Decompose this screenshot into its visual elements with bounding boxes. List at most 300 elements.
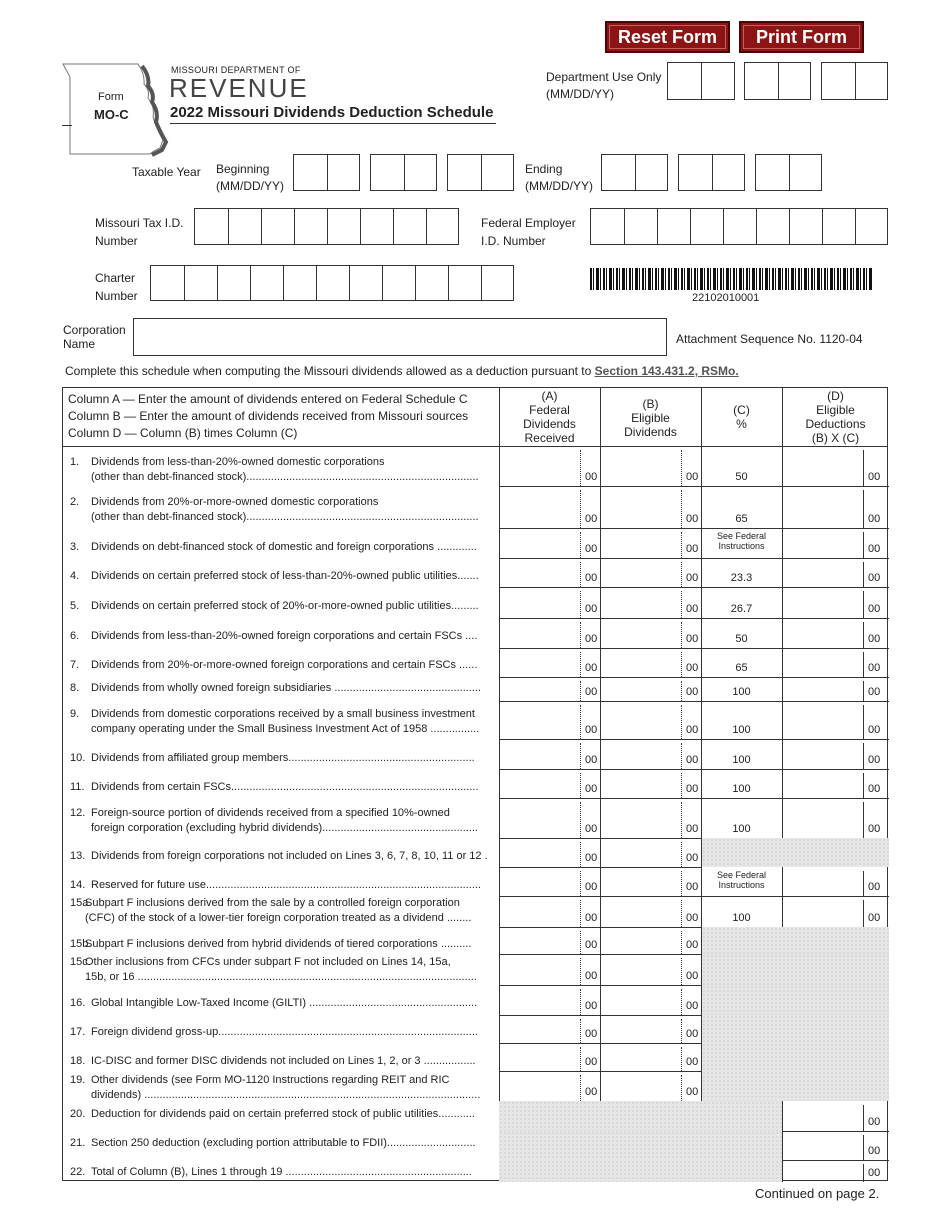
- col-divider: [580, 1019, 581, 1043]
- col-divider: [863, 773, 864, 798]
- col-d-cents: 00: [868, 471, 881, 483]
- row-number: 2.: [70, 496, 80, 508]
- col-b-cents: 00: [686, 1056, 699, 1068]
- col-d-input[interactable]: [782, 528, 863, 558]
- col-divider: [863, 490, 864, 528]
- fein-label-2: I.D. Number: [481, 234, 546, 248]
- corp-name-label: Corporation: [63, 323, 126, 337]
- col-b-input[interactable]: [600, 1043, 681, 1071]
- row-number: 14.: [70, 879, 86, 891]
- col-b-cents: 00: [686, 1086, 699, 1098]
- col-b-cents: 00: [686, 603, 699, 615]
- row-number: 11.: [70, 781, 85, 793]
- col-d-cents: 00: [868, 662, 881, 674]
- beginning-format: (MM/DD/YY): [216, 179, 284, 193]
- col-divider: [681, 743, 682, 769]
- col-divider: [863, 1105, 864, 1131]
- col-divider: [580, 652, 581, 677]
- col-divider: [681, 490, 682, 528]
- col-a-input[interactable]: [499, 528, 580, 558]
- col-a-cents: 00: [585, 724, 598, 736]
- col-divider: [580, 1047, 581, 1071]
- col-b-cents: 00: [686, 572, 699, 584]
- col-a-input[interactable]: [499, 1071, 580, 1101]
- col-b-input[interactable]: [600, 587, 681, 618]
- row-number: 4.: [70, 570, 80, 582]
- col-d-cents: 00: [868, 603, 881, 615]
- col-c-percent: 100: [732, 783, 751, 795]
- dept-use-format: (MM/DD/YY): [546, 87, 614, 101]
- col-divider: [863, 591, 864, 618]
- charter-field[interactable]: [150, 265, 514, 301]
- col-divider: [580, 450, 581, 486]
- row-number: 9.: [70, 708, 80, 720]
- shaded-area: [701, 1071, 889, 1101]
- col-divider: [863, 802, 864, 838]
- col-a-input[interactable]: [499, 618, 580, 648]
- row-text: Reserved for future use..........................................................................................: [91, 879, 482, 891]
- corp-name-field[interactable]: [133, 318, 667, 356]
- col-divider: [580, 490, 581, 528]
- col-d-cents: 00: [868, 686, 881, 698]
- col-c-percent: 26.7: [730, 603, 753, 615]
- col-divider: [863, 743, 864, 769]
- row-text: Dividends on debt-financed stock of domestic and foreign corporations .............: [91, 541, 477, 553]
- row-number: 22.: [70, 1166, 86, 1178]
- row-text: Section 250 deduction (excluding portion attributable to FDII).............................: [91, 1137, 476, 1149]
- col-b-input[interactable]: [600, 985, 681, 1015]
- col-b-input[interactable]: [600, 927, 681, 954]
- col-a-cents: 00: [585, 662, 598, 674]
- shaded-area: [701, 954, 889, 985]
- col-a-cents: 00: [585, 1086, 598, 1098]
- col-d-input[interactable]: [782, 769, 863, 798]
- corp-name-label-2: Name: [63, 337, 96, 351]
- col-d-cents: 00: [868, 912, 881, 924]
- col-divider: [580, 562, 581, 587]
- shaded-area: [701, 927, 889, 954]
- instructions-text: Complete this schedule when computing the Missouri dividends allowed as a deduction pursuant to: [65, 364, 595, 378]
- row-text: Dividends from wholly owned foreign subsidiaries ................................................: [91, 682, 482, 694]
- col-a-input[interactable]: [499, 1015, 580, 1043]
- shaded-area: [701, 1015, 889, 1043]
- col-b-cents: 00: [686, 912, 699, 924]
- col-divider: [681, 1047, 682, 1071]
- col-b-input[interactable]: [600, 648, 681, 677]
- col-d-input[interactable]: [782, 701, 863, 739]
- col-b-header: (B) Eligible Dividends: [624, 397, 677, 439]
- col-d-cents: 00: [868, 513, 881, 525]
- instructions: [65, 363, 885, 380]
- row-text: Dividends from certain FSCs.................................................................................: [91, 781, 479, 793]
- col-a-cents: 00: [585, 686, 598, 698]
- col-a-cents: 00: [585, 852, 598, 864]
- col-d-input[interactable]: [782, 648, 863, 677]
- row-number: 8.: [70, 682, 80, 694]
- col-a-cents: 00: [585, 1000, 598, 1012]
- shaded-area: [701, 985, 889, 1015]
- barcode-number: 22102010001: [692, 292, 760, 304]
- col-b-cents: 00: [686, 513, 699, 525]
- col-b-input[interactable]: [600, 896, 681, 927]
- col-b-cents: 00: [686, 852, 699, 864]
- col-a-cents: 00: [585, 513, 598, 525]
- row-number: 18.: [70, 1055, 86, 1067]
- col-a-input[interactable]: [499, 954, 580, 985]
- col-c-percent: 100: [732, 754, 751, 766]
- col-divider: [863, 681, 864, 701]
- mo-tax-id-label-2: Number: [95, 234, 138, 248]
- row-number: 5.: [70, 600, 80, 612]
- continued-note: Continued on page 2.: [755, 1186, 880, 1201]
- col-c-percent: 50: [735, 471, 748, 483]
- col-d-cents: 00: [868, 543, 881, 555]
- col-a-input[interactable]: [499, 985, 580, 1015]
- beginning-month[interactable]: [293, 154, 360, 191]
- row-number: 6.: [70, 630, 80, 642]
- shaded-area: [499, 1131, 782, 1160]
- row-text: Subpart F inclusions derived from hybrid dividends of tiered corporations ..........: [85, 938, 472, 950]
- col-b-input[interactable]: [600, 1015, 681, 1043]
- col-divider: [580, 622, 581, 648]
- col-b-input[interactable]: [600, 618, 681, 648]
- col-b-cents: 00: [686, 1000, 699, 1012]
- col-b-cents: 00: [686, 783, 699, 795]
- col-a-input[interactable]: [499, 701, 580, 739]
- ending-month[interactable]: [601, 154, 668, 191]
- row-text: Foreign dividend gross-up.....................................................................................: [91, 1026, 478, 1038]
- row-text: Dividends from less-than-20%-owned domestic corporations (other than debt-financed stock)............................................................................: [91, 456, 479, 483]
- col-b-cents: 00: [686, 543, 699, 555]
- col-a-input[interactable]: [499, 798, 580, 838]
- col-a-input[interactable]: [499, 587, 580, 618]
- col-note-b: Column B — Enter the amount of dividends received from Missouri sources: [68, 409, 469, 423]
- col-d-cents: 00: [868, 1116, 881, 1128]
- form-word: Form: [98, 91, 124, 103]
- col-b-input[interactable]: [600, 1071, 681, 1101]
- revenue-logo: REVENUE: [169, 73, 309, 103]
- charter-label: Charter: [95, 271, 136, 285]
- col-b-input[interactable]: [600, 701, 681, 739]
- col-d-cents: 00: [868, 881, 881, 893]
- col-b-input[interactable]: [600, 798, 681, 838]
- col-b-cents: 00: [686, 633, 699, 645]
- col-d-cents: 00: [868, 1167, 881, 1179]
- col-divider: [681, 562, 682, 587]
- dept-use-year[interactable]: [821, 62, 888, 100]
- ending-format: (MM/DD/YY): [525, 179, 593, 193]
- charter-label-2: Number: [95, 289, 138, 303]
- attachment-seq: Attachment Sequence No. 1120-04: [676, 332, 863, 346]
- ending-year[interactable]: [755, 154, 822, 191]
- col-b-input[interactable]: [600, 838, 681, 867]
- col-b-input[interactable]: [600, 558, 681, 587]
- row-number: 12.: [70, 807, 86, 819]
- col-c-percent: 65: [735, 662, 748, 674]
- col-divider: [863, 1164, 864, 1182]
- col-divider: [681, 871, 682, 896]
- col-d-cents: 00: [868, 724, 881, 736]
- row-text: Total of Column (B), Lines 1 through 19 .............................................................: [91, 1166, 472, 1178]
- col-b-cents: 00: [686, 471, 699, 483]
- col-b-cents: 00: [686, 724, 699, 736]
- beginning-year[interactable]: [447, 154, 514, 191]
- col-b-cents: 00: [686, 970, 699, 982]
- col-d-cents: 00: [868, 754, 881, 766]
- col-divider: [580, 1075, 581, 1101]
- col-d-header: (D) Eligible Deductions (B) X (C): [805, 389, 866, 445]
- col-c-percent: 65: [735, 513, 748, 525]
- col-d-input[interactable]: [782, 896, 863, 927]
- col-b-input[interactable]: [600, 528, 681, 558]
- row-text: Global Intangible Low-Taxed Income (GILTI) .......................................................: [91, 997, 478, 1009]
- col-d-input[interactable]: [782, 1131, 863, 1160]
- col-divider: [863, 450, 864, 486]
- reset-form-button[interactable]: Reset Form: [605, 21, 730, 53]
- dept-use-label: Department Use Only: [546, 70, 662, 84]
- col-divider: [580, 931, 581, 954]
- col-a-cents: 00: [585, 572, 598, 584]
- row-text: Other dividends (see Form MO-1120 Instructions regarding REIT and RIC dividends) ..............................................................................................................: [91, 1074, 481, 1101]
- col-c-percent: See Federal Instructions: [716, 870, 767, 890]
- row-number: 3.: [70, 541, 80, 553]
- col-b-cents: 00: [686, 823, 699, 835]
- col-divider: [580, 773, 581, 798]
- col-a-cents: 00: [585, 603, 598, 615]
- col-divider: [580, 591, 581, 618]
- col-d-cents: 00: [868, 823, 881, 835]
- col-b-cents: 00: [686, 939, 699, 951]
- col-b-cents: 00: [686, 1028, 699, 1040]
- col-a-input[interactable]: [499, 896, 580, 927]
- col-c-percent: 100: [732, 912, 751, 924]
- col-d-input[interactable]: [782, 446, 863, 486]
- col-a-input[interactable]: [499, 739, 580, 769]
- col-divider: [580, 842, 581, 867]
- col-a-input[interactable]: [499, 446, 580, 486]
- col-a-input[interactable]: [499, 867, 580, 896]
- row-number: 17.: [70, 1026, 86, 1038]
- col-a-cents: 00: [585, 912, 598, 924]
- col-b-input[interactable]: [600, 867, 681, 896]
- col-b-input[interactable]: [600, 769, 681, 798]
- col-divider: [863, 532, 864, 558]
- col-a-cents: 00: [585, 1028, 598, 1040]
- col-c-percent: 100: [732, 724, 751, 736]
- page-title: 2022 Missouri Dividends Deduction Schedule: [170, 104, 494, 121]
- col-divider: [681, 773, 682, 798]
- beginning-label: Beginning: [216, 162, 270, 176]
- col-d-input[interactable]: [782, 1101, 863, 1131]
- fein-field[interactable]: [590, 208, 888, 245]
- col-divider: [681, 532, 682, 558]
- ending-day[interactable]: [678, 154, 745, 191]
- shaded-area: [701, 1043, 889, 1071]
- row-text: Subpart F inclusions derived from the sale by a controlled foreign corporation (CFC) of the stock of a lower-tier foreign corporation treated as a dividend ........: [85, 897, 472, 924]
- col-c-header: (C) %: [733, 403, 750, 431]
- row-text: Other inclusions from CFCs under subpart F not included on Lines 14, 15a, 15b, or 16 ...............................................................................................................: [85, 956, 477, 983]
- col-divider: [580, 802, 581, 838]
- row-number: 7.: [70, 659, 80, 671]
- taxable-year-label: Taxable Year: [132, 165, 201, 179]
- col-d-input[interactable]: [782, 677, 863, 701]
- col-divider: [681, 1075, 682, 1101]
- col-divider: [681, 842, 682, 867]
- col-c-percent: 50: [735, 633, 748, 645]
- col-d-cents: 00: [868, 1145, 881, 1157]
- col-d-input[interactable]: [782, 739, 863, 769]
- col-a-cents: 00: [585, 783, 598, 795]
- row-number: 21.: [70, 1137, 86, 1149]
- row-text: Dividends on certain preferred stock of 20%-or-more-owned public utilities.........: [91, 600, 479, 612]
- col-d-cents: 00: [868, 783, 881, 795]
- col-divider: [681, 802, 682, 838]
- col-divider: [681, 900, 682, 927]
- row-number: 15a.: [70, 897, 92, 909]
- col-a-input[interactable]: [499, 677, 580, 701]
- row-text: Dividends on certain preferred stock of less-than-20%-owned public utilities.......: [91, 570, 479, 582]
- mo-tax-id-label: Missouri Tax I.D.: [95, 216, 184, 230]
- col-a-cents: 00: [585, 1056, 598, 1068]
- col-a-input[interactable]: [499, 558, 580, 587]
- row-text: Deduction for dividends paid on certain preferred stock of public utilities............: [91, 1108, 475, 1120]
- col-c-percent: 23.3: [730, 572, 753, 584]
- col-d-input[interactable]: [782, 867, 863, 896]
- col-divider: [681, 652, 682, 677]
- col-a-cents: 00: [585, 754, 598, 766]
- col-divider: [863, 871, 864, 896]
- form-id: MO-C: [94, 107, 129, 122]
- row-text: Dividends from less-than-20%-owned foreign corporations and certain FSCs ....: [91, 630, 478, 642]
- row-text: IC-DISC and former DISC dividends not included on Lines 1, 2, or 3 .................: [91, 1055, 476, 1067]
- col-d-cents: 00: [868, 572, 881, 584]
- shaded-area: [499, 1160, 782, 1182]
- col-divider: [580, 989, 581, 1015]
- col-a-input[interactable]: [499, 1043, 580, 1071]
- col-divider: [580, 532, 581, 558]
- col-b-cents: 00: [686, 881, 699, 893]
- col-c-percent: 100: [732, 823, 751, 835]
- dept-name: MISSOURI DEPARTMENT OF: [171, 65, 301, 75]
- beginning-day[interactable]: [370, 154, 437, 191]
- row-text: Dividends from 20%-or-more-owned foreign corporations and certain FSCs ......: [91, 659, 478, 671]
- row-text: Dividends from domestic corporations received by a small business investment company operating under the Small Business Investment Act of 1958 ................: [91, 708, 480, 735]
- col-a-cents: 00: [585, 823, 598, 835]
- rsmo-link[interactable]: Section 143.431.2, RSMo.: [594, 364, 739, 378]
- dept-use-month[interactable]: [667, 62, 735, 100]
- col-c-percent: See Federal Instructions: [716, 531, 767, 551]
- col-b-input[interactable]: [600, 677, 681, 701]
- print-form-button[interactable]: Print Form: [739, 21, 864, 53]
- col-d-input[interactable]: [782, 798, 863, 838]
- col-divider: [681, 622, 682, 648]
- row-number: 13.: [70, 850, 86, 862]
- col-d-input[interactable]: [782, 558, 863, 587]
- fein-label: Federal Employer: [481, 216, 576, 230]
- col-b-input[interactable]: [600, 954, 681, 985]
- col-a-input[interactable]: [499, 769, 580, 798]
- col-divider: [863, 652, 864, 677]
- col-divider: [863, 562, 864, 587]
- col-d-cents: 00: [868, 633, 881, 645]
- col-divider: [863, 1135, 864, 1160]
- row-number: 16.: [70, 997, 86, 1009]
- col-divider: [681, 450, 682, 486]
- ending-label: Ending: [525, 162, 563, 176]
- deduction-table: [62, 387, 888, 1181]
- col-divider: [580, 705, 581, 739]
- col-d-input[interactable]: [782, 587, 863, 618]
- col-a-input[interactable]: [499, 838, 580, 867]
- col-divider: [863, 622, 864, 648]
- col-a-cents: 00: [585, 471, 598, 483]
- col-a-cents: 00: [585, 970, 598, 982]
- col-a-input[interactable]: [499, 486, 580, 528]
- col-b-input[interactable]: [600, 486, 681, 528]
- row-text: Dividends from 20%-or-more-owned domestic corporations (other than debt-financed stock)............................................................................: [91, 496, 479, 523]
- col-b-input[interactable]: [600, 446, 681, 486]
- col-d-input[interactable]: [782, 1160, 863, 1182]
- mo-tax-id-field[interactable]: [194, 208, 459, 245]
- title-rule: [170, 123, 496, 124]
- col-d-input[interactable]: [782, 486, 863, 528]
- col-divider: [681, 989, 682, 1015]
- row-number: 19.: [70, 1074, 86, 1086]
- col-divider: [863, 705, 864, 739]
- col-divider: [580, 681, 581, 701]
- col-divider: [580, 743, 581, 769]
- dept-use-day[interactable]: [744, 62, 811, 100]
- col-a-cents: 00: [585, 633, 598, 645]
- col-d-input[interactable]: [782, 618, 863, 648]
- col-a-input[interactable]: [499, 927, 580, 954]
- barcode: [590, 268, 872, 290]
- col-b-input[interactable]: [600, 739, 681, 769]
- col-b-cents: 00: [686, 686, 699, 698]
- row-text: Foreign-source portion of dividends received from a specified 10%-owned foreign corporation (excluding hybrid dividends)...................................................: [91, 807, 478, 834]
- row-number: 10.: [70, 752, 86, 764]
- row-text: Dividends from foreign corporations not included on Lines 3, 6, 7, 8, 10, 11 or 12 .: [91, 850, 488, 862]
- col-c-percent: 100: [732, 686, 751, 698]
- row-number: 20.: [70, 1108, 86, 1120]
- col-a-input[interactable]: [499, 648, 580, 677]
- col-a-header: (A) Federal Dividends Received: [523, 389, 576, 445]
- col-divider: [580, 958, 581, 985]
- col-divider: [580, 871, 581, 896]
- col-b-cents: 00: [686, 662, 699, 674]
- col-divider: [863, 900, 864, 927]
- col-divider: [681, 591, 682, 618]
- row-number: 15b.: [70, 938, 92, 950]
- row-number: 15c.: [70, 956, 91, 968]
- col-divider: [681, 1019, 682, 1043]
- col-divider: [681, 681, 682, 701]
- form-id-rule: [62, 125, 72, 126]
- shaded-area: [701, 838, 889, 867]
- shaded-area: [499, 1101, 782, 1131]
- col-divider: [580, 900, 581, 927]
- col-divider: [681, 705, 682, 739]
- col-b-cents: 00: [686, 754, 699, 766]
- col-note-d: Column D — Column (B) times Column (C): [68, 426, 298, 440]
- col-a-cents: 00: [585, 881, 598, 893]
- col-note-a: Column A — Enter the amount of dividends entered on Federal Schedule C: [68, 392, 468, 406]
- col-a-cents: 00: [585, 939, 598, 951]
- col-a-cents: 00: [585, 543, 598, 555]
- row-number: 1.: [70, 456, 80, 468]
- col-divider: [681, 958, 682, 985]
- row-text: Dividends from affiliated group members.............................................................: [91, 752, 475, 764]
